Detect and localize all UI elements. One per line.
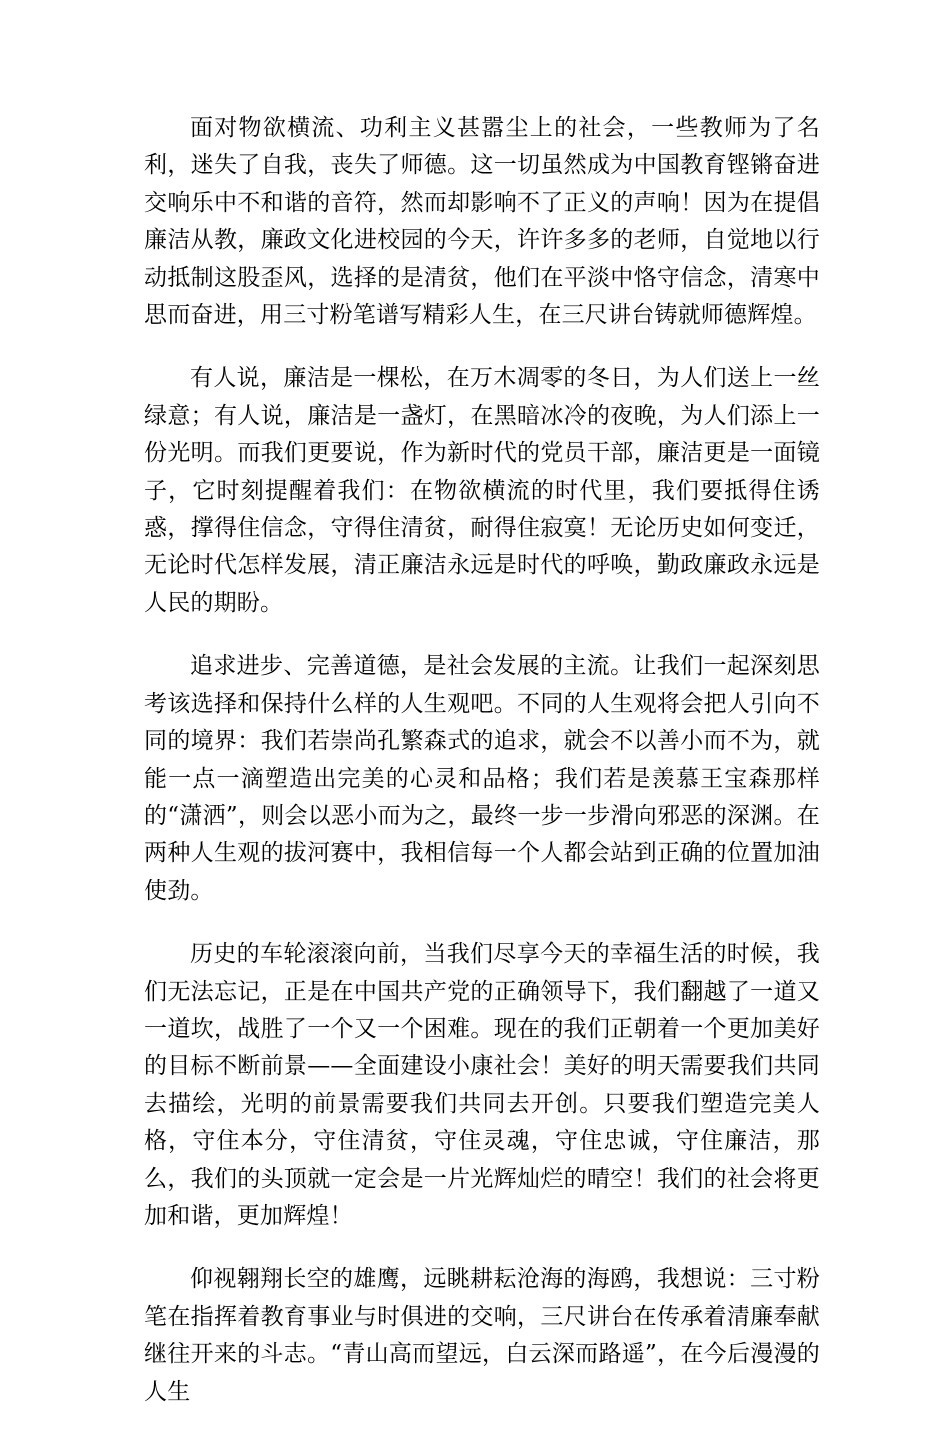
paragraph-4: 历史的车轮滚滚向前，当我们尽享今天的幸福生活的时候，我们无法忘记，正是在中国共产党的正确领导下，我们翻越了一道又一道坎，战胜了一个又一个困难。现在的我们正朝着一个更加美好的目标不断前景——全面建设小康社会！美好的明天需要我们共同去描绘，光明的前景需要我们共同去开创。只要我们塑造完美人格，守住本分，守住清贫，守住灵魂，守住忠诚，守住廉洁，那么，我们的头顶就一定会是一片光辉灿烂的晴空！我们的社会将更加和谐，更加辉煌！	[144, 941, 820, 1229]
paragraph-2: 有人说，廉洁是一棵松，在万木凋零的冬日，为人们送上一丝绿意；有人说，廉洁是一盏灯，在黑暗冰冷的夜晚，为人们添上一份光明。而我们更要说，作为新时代的党员干部，廉洁更是一面镜子，它时刻提醒着我们：在物欲横流的时代里，我们要抵得住诱惑，撑得住信念，守得住清贫，耐得住寂寞！无论历史如何变迁，无论时代怎样发展，清正廉洁永远是时代的呼唤，勤政廉政永远是人民的期盼。	[144, 365, 820, 616]
document-body	[144, 110, 820, 1437]
paragraph-1: 面对物欲横流、功利主义甚嚣尘上的社会，一些教师为了名利，迷失了自我，丧失了师德。这一切虽然成为中国教育铿锵奋进交响乐中不和谐的音符，然而却影响不了正义的声响！因为在提倡廉洁从教，廉政文化进校园的今天，许许多多的老师，自觉地以行动抵制这股歪风，选择的是清贫，他们在平淡中恪守信念，清寒中思而奋进，用三寸粉笔谱写精彩人生，在三尺讲台铸就师德辉煌。	[144, 115, 820, 329]
paragraph-3: 追求进步、完善道德，是社会发展的主流。让我们一起深刻思考该选择和保持什么样的人生观吧。不同的人生观将会把人引向不同的境界：我们若崇尚孔繁森式的追求，就会不以善小而不为，就能一点一滴塑造出完美的心灵和品格；我们若是羡慕王宝森那样的“潇洒”，则会以恶小而为之，最终一步一步滑向邪恶的深渊。在两种人生观的拔河赛中，我相信每一个人都会站到正确的位置加油使劲。	[144, 653, 820, 904]
paragraph-5: 仰视翱翔长空的雄鹰，远眺耕耘沧海的海鸥，我想说：三寸粉笔在指挥着教育事业与时俱进的交响，三尺讲台在传承着清廉奉献继往开来的斗志。“青山高而望远，白云深而路遥”，在今后漫漫的人生	[144, 1266, 820, 1405]
